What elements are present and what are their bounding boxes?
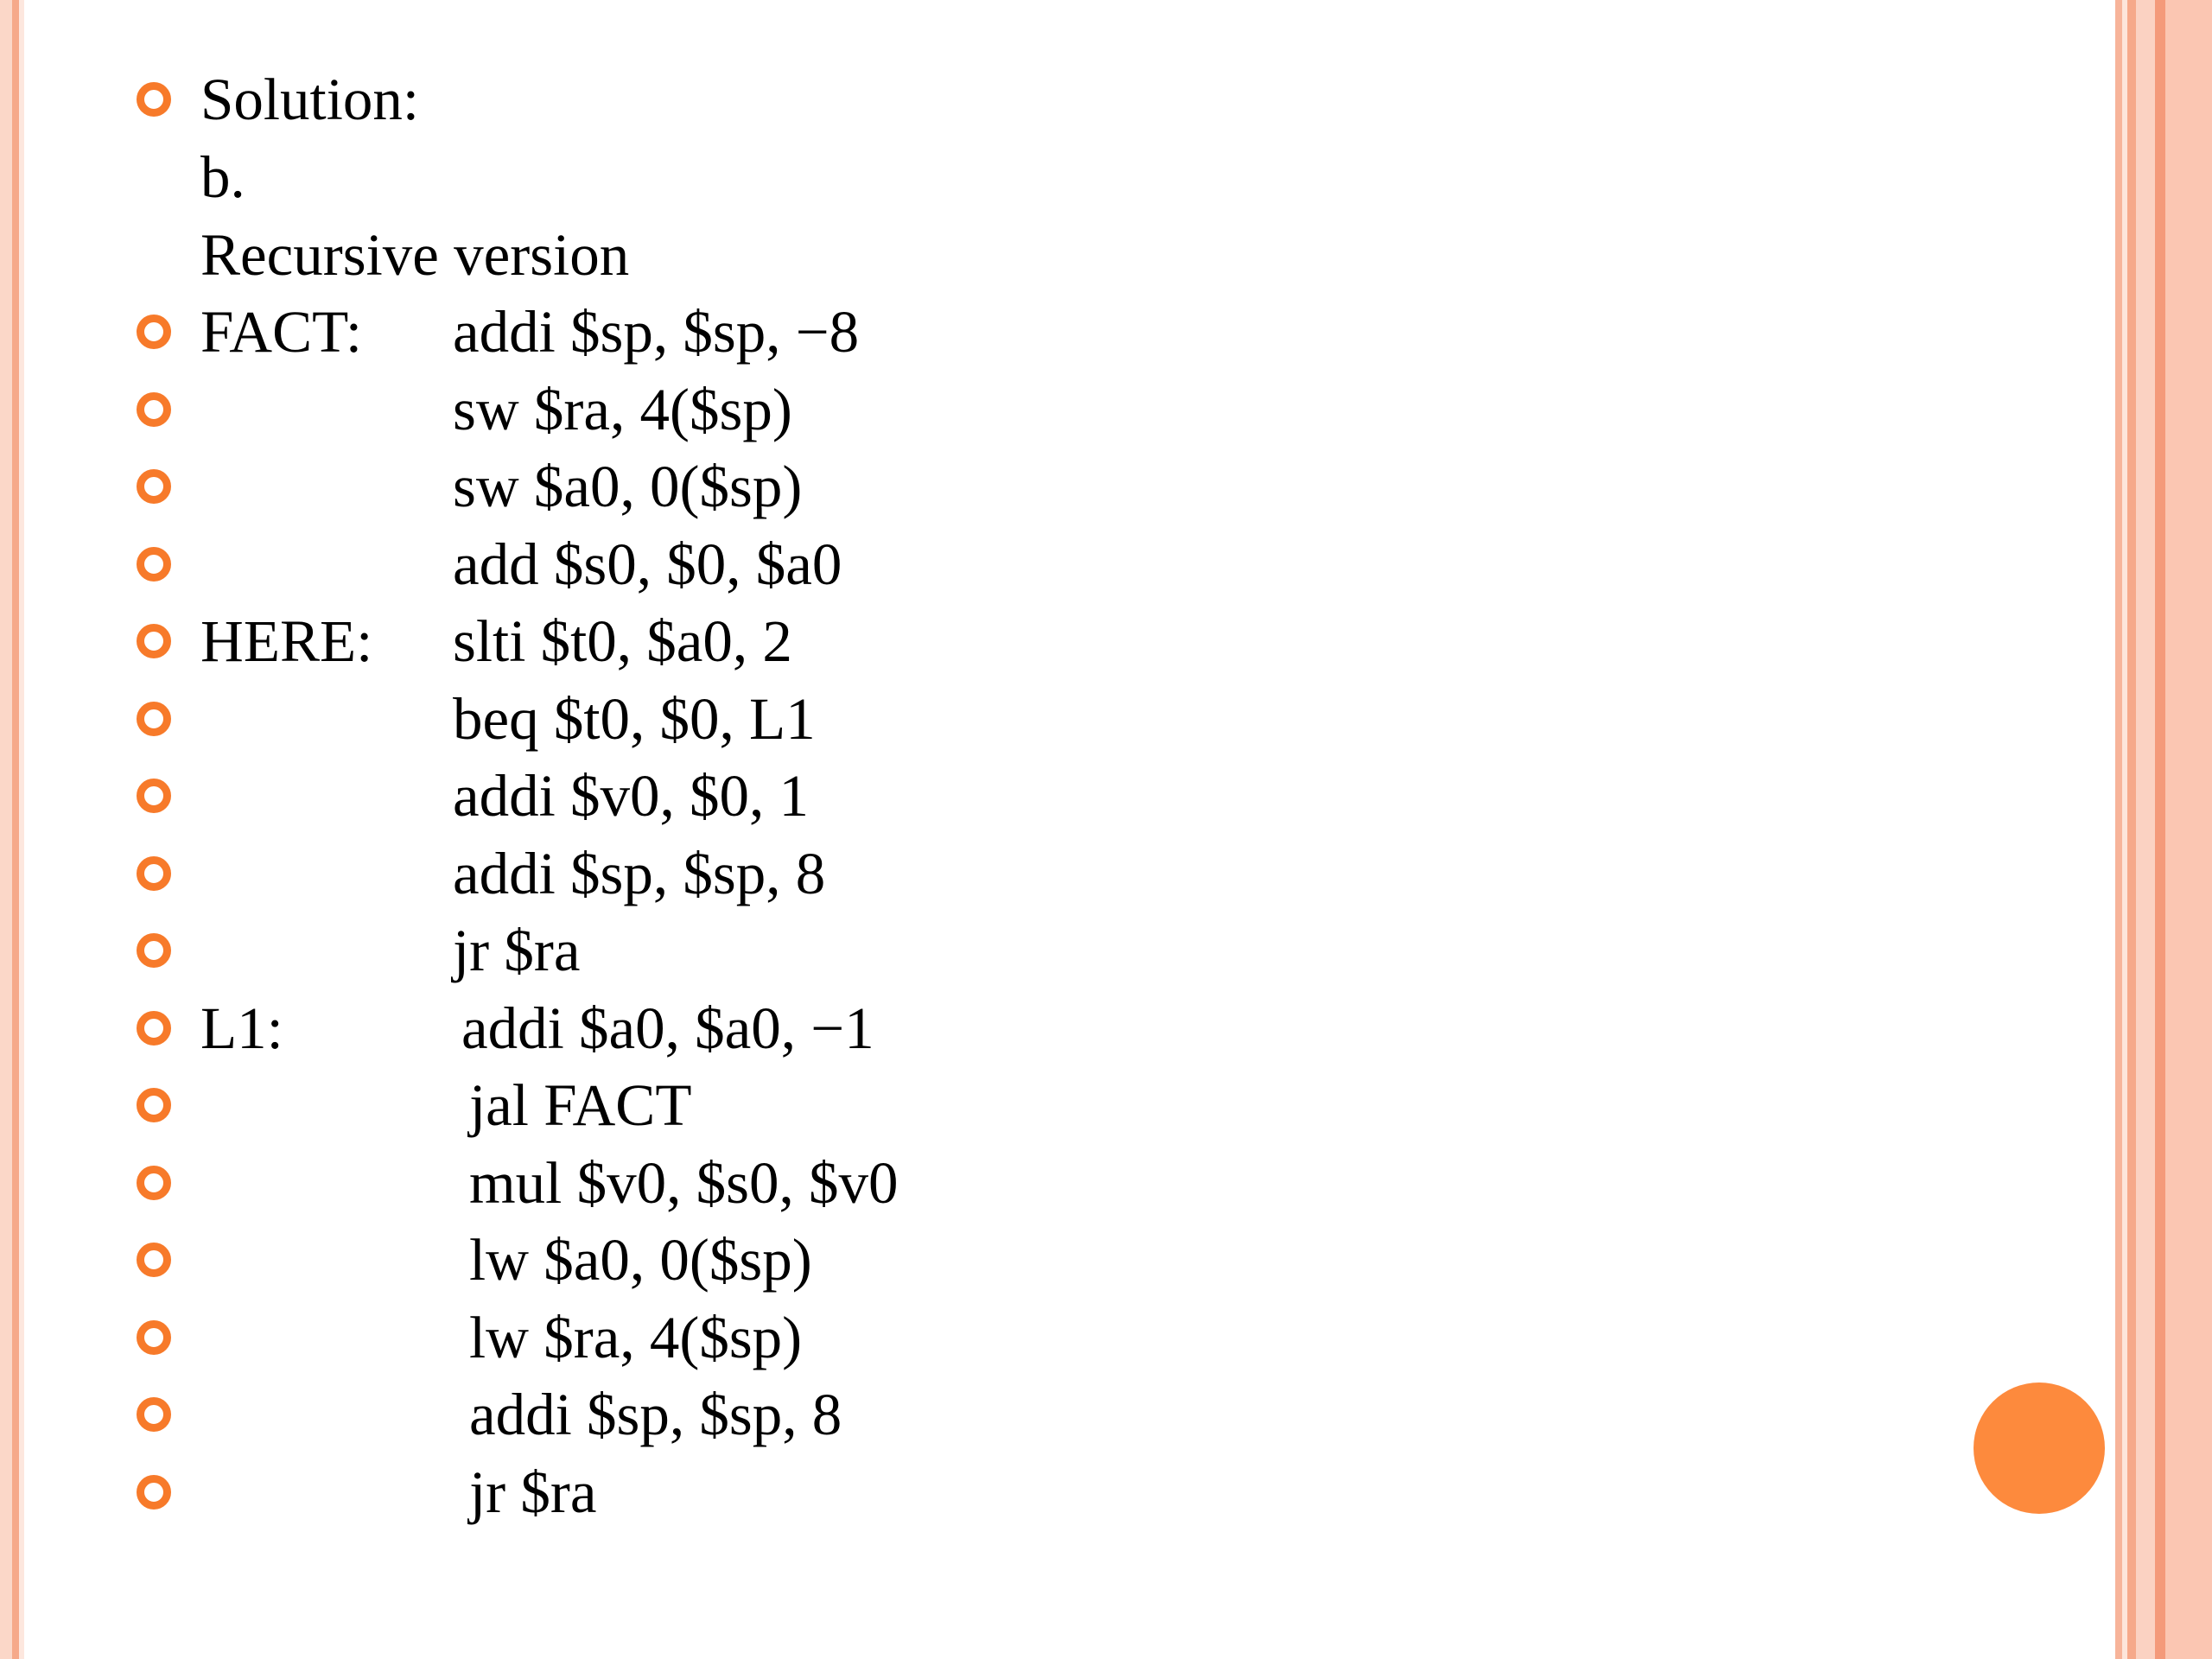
code-line <box>0 1453 2074 1531</box>
code-label: FACT: <box>200 299 362 365</box>
code-instruction: slti $t0, $a0, 2 <box>453 608 792 674</box>
code-line <box>0 1376 2074 1453</box>
bullet-ring-icon <box>137 624 171 658</box>
code-line <box>0 1299 2074 1376</box>
list-item-solution <box>0 60 2074 138</box>
code-instruction: lw $a0, 0($sp) <box>469 1227 812 1293</box>
code-line <box>0 525 2074 603</box>
code-instruction: sw $a0, 0($sp) <box>453 454 803 519</box>
bullet-ring-icon <box>137 702 171 736</box>
code-line <box>0 371 2074 448</box>
bullet-ring-icon <box>137 547 171 582</box>
code-line <box>0 602 2074 680</box>
code-line <box>0 1066 2074 1144</box>
code-line <box>0 757 2074 835</box>
code-instruction: addi $sp, $sp, 8 <box>453 841 826 906</box>
code-instruction: sw $ra, 4($sp) <box>453 377 792 442</box>
code-line <box>0 680 2074 758</box>
list-item-continuation <box>0 216 2074 294</box>
bullet-ring-icon <box>137 933 171 968</box>
code-line <box>0 1144 2074 1222</box>
solution-heading: Solution: <box>200 67 420 132</box>
code-instruction: addi $v0, $0, 1 <box>453 763 810 829</box>
bullet-ring-icon <box>137 1011 171 1046</box>
code-line <box>0 448 2074 525</box>
bullet-ring-icon <box>137 315 171 349</box>
bullet-ring-icon <box>137 1166 171 1200</box>
right-decorative-border <box>2115 0 2212 1659</box>
code-label: HERE: <box>200 608 373 674</box>
code-instruction: jal FACT <box>469 1072 692 1138</box>
code-instruction: addi $sp, $sp, 8 <box>469 1382 842 1447</box>
part-label: b. <box>200 144 245 210</box>
code-line <box>0 835 2074 912</box>
code-label: L1: <box>200 995 283 1061</box>
bullet-ring-icon <box>137 779 171 813</box>
code-line <box>0 989 2074 1067</box>
bullet-ring-icon <box>137 82 171 117</box>
version-label: Recursive version <box>200 222 630 288</box>
bullet-ring-icon <box>137 1320 171 1355</box>
list-item-continuation <box>0 138 2074 216</box>
code-instruction: addi $sp, $sp, −8 <box>453 299 860 365</box>
bullet-ring-icon <box>137 1475 171 1510</box>
code-instruction: jr $ra <box>453 918 581 983</box>
code-instruction: beq $t0, $0, L1 <box>453 686 816 752</box>
code-line <box>0 1221 2074 1299</box>
code-instruction: lw $ra, 4($sp) <box>469 1305 803 1370</box>
code-line <box>0 912 2074 989</box>
code-instruction: mul $v0, $s0, $v0 <box>469 1150 899 1216</box>
code-instruction: jr $ra <box>469 1459 597 1525</box>
bullet-ring-icon <box>137 1088 171 1122</box>
bullet-ring-icon <box>137 1397 171 1432</box>
bullet-ring-icon <box>137 1243 171 1277</box>
bullet-ring-icon <box>137 392 171 427</box>
bullet-ring-icon <box>137 856 171 891</box>
code-instruction: addi $a0, $a0, −1 <box>461 995 874 1061</box>
code-line <box>0 293 2074 371</box>
bullet-ring-icon <box>137 469 171 504</box>
code-instruction: add $s0, $0, $a0 <box>453 531 842 597</box>
